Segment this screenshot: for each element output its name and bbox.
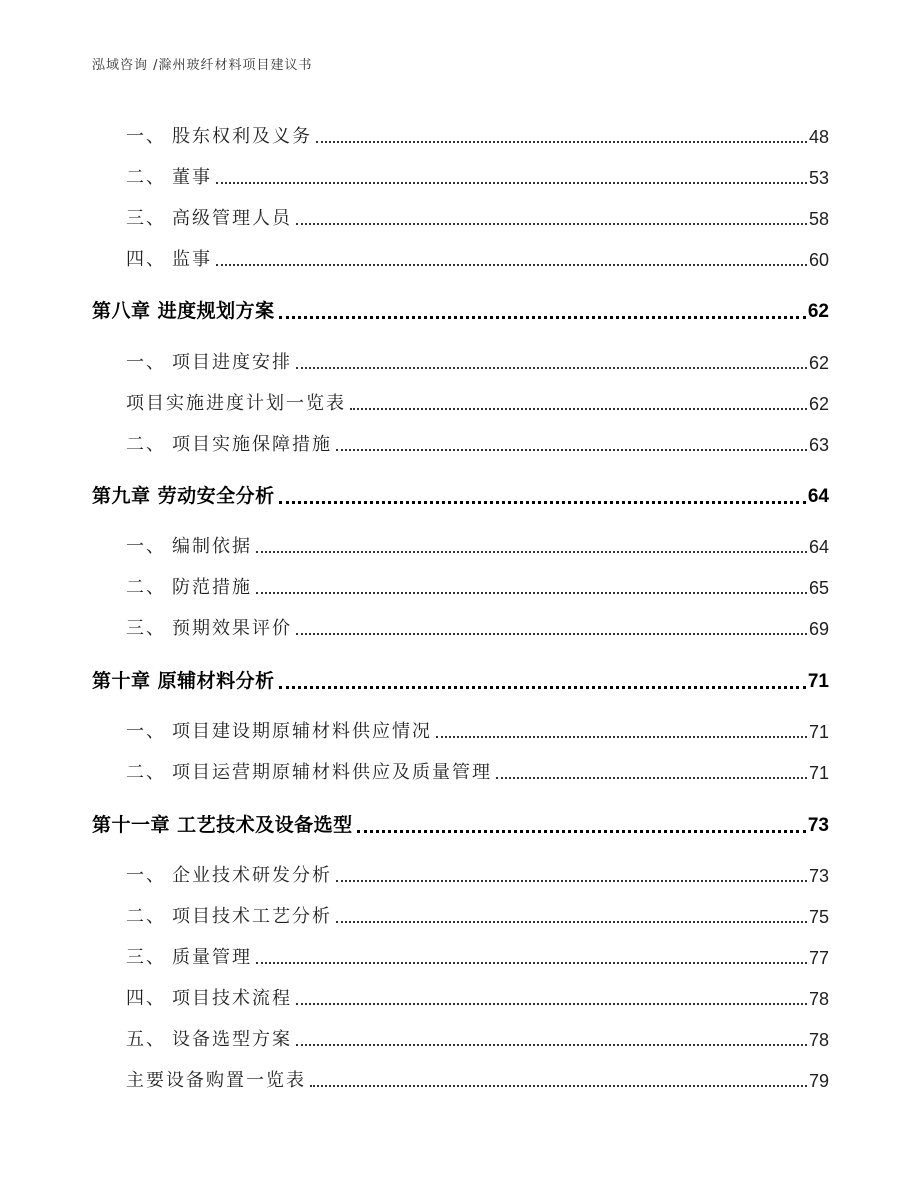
toc-entry-page: 73 <box>808 866 829 886</box>
toc-entry-number: 一、 <box>126 352 166 373</box>
toc-entry-title: 项目进度安排 <box>172 352 292 373</box>
dot-leader <box>279 316 806 319</box>
toc-entry-title: 股东权利及义务 <box>172 126 312 147</box>
toc-entry-number: 三、 <box>126 618 166 639</box>
toc-entry-title: 编制依据 <box>172 536 252 557</box>
dot-leader <box>336 449 807 451</box>
toc-chapter-entry[interactable] <box>92 810 829 837</box>
toc-entry-page: 78 <box>808 989 829 1009</box>
toc-entry[interactable] <box>126 758 829 784</box>
header-divider <box>92 82 828 83</box>
toc-chapter-entry[interactable] <box>92 481 829 508</box>
toc-entry-page: 58 <box>808 209 829 229</box>
dot-leader <box>496 777 807 779</box>
dot-leader <box>296 223 807 225</box>
toc-entry-number: 二、 <box>126 762 166 783</box>
toc-entry[interactable] <box>126 532 829 558</box>
toc-entry-page: 62 <box>808 394 829 414</box>
toc-entry-title: 项目运营期原辅材料供应及质量管理 <box>172 762 492 783</box>
toc-entry[interactable] <box>126 389 829 415</box>
toc-entry-page: 79 <box>808 1071 829 1091</box>
toc-entry[interactable] <box>126 204 829 230</box>
dot-leader <box>216 182 807 184</box>
toc-entry-title: 董事 <box>172 167 212 188</box>
dot-leader <box>336 921 807 923</box>
toc-chapter-entry[interactable] <box>92 666 829 693</box>
toc-entry[interactable] <box>126 902 829 928</box>
toc-chapter-title: 第九章 劳动安全分析 <box>92 485 275 507</box>
dot-leader <box>216 264 807 266</box>
toc-entry-page: 78 <box>808 1030 829 1050</box>
toc-entry-page: 48 <box>808 127 829 147</box>
toc-entry[interactable] <box>126 984 829 1010</box>
toc-entry-number: 三、 <box>126 947 166 968</box>
toc-entry-number: 二、 <box>126 906 166 927</box>
toc-entry-title: 高级管理人员 <box>172 208 292 229</box>
toc-entry-number: 二、 <box>126 434 166 455</box>
dot-leader <box>350 408 807 410</box>
toc-entry-number: 一、 <box>126 536 166 557</box>
dot-leader <box>310 1085 807 1087</box>
toc-entry-page: 60 <box>808 250 829 270</box>
toc-entry[interactable] <box>126 1066 829 1092</box>
dot-leader <box>296 633 807 635</box>
toc-entry-number: 三、 <box>126 208 166 229</box>
toc-chapter-page: 62 <box>807 301 829 322</box>
page-header: 泓域咨询 /滁州玻纤材料项目建议书 <box>92 58 313 73</box>
toc-chapter-title: 第十章 原辅材料分析 <box>92 670 275 692</box>
toc-entry-title: 项目技术工艺分析 <box>172 906 332 927</box>
dot-leader <box>296 1044 807 1046</box>
dot-leader <box>279 501 806 504</box>
toc-entry-page: 62 <box>808 353 829 373</box>
toc-entry[interactable] <box>126 1025 829 1051</box>
toc-entry-number: 四、 <box>126 249 166 270</box>
toc-entry-title: 质量管理 <box>172 947 252 968</box>
dot-leader <box>296 1003 807 1005</box>
toc-entry-number: 二、 <box>126 577 166 598</box>
toc-chapter-entry[interactable] <box>92 296 829 323</box>
toc-entry-number: 二、 <box>126 167 166 188</box>
toc-entry-page: 69 <box>808 619 829 639</box>
toc-entry[interactable] <box>126 122 829 148</box>
toc-chapter-page: 64 <box>807 486 829 507</box>
toc-entry-title: 防范措施 <box>172 577 252 598</box>
dot-leader <box>316 141 807 143</box>
toc-entry[interactable] <box>126 717 829 743</box>
toc-entry[interactable] <box>126 163 829 189</box>
toc-entry-number: 一、 <box>126 721 166 742</box>
toc-entry-title: 设备选型方案 <box>172 1029 292 1050</box>
toc-entry[interactable] <box>126 348 829 374</box>
toc-entry[interactable] <box>126 614 829 640</box>
toc-chapter-page: 71 <box>807 671 829 692</box>
toc-entry-number: 四、 <box>126 988 166 1009</box>
toc-chapter-title: 第十一章 工艺技术及设备选型 <box>92 814 353 836</box>
toc-entry-title: 项目技术流程 <box>172 988 292 1009</box>
toc-entry-title: 项目实施保障措施 <box>172 434 332 455</box>
toc-entry-title: 企业技术研发分析 <box>172 865 332 886</box>
toc-entry-page: 71 <box>808 722 829 742</box>
toc-entry-page: 77 <box>808 948 829 968</box>
toc-chapter-page: 73 <box>807 815 829 836</box>
toc-entry[interactable] <box>126 430 829 456</box>
toc-entry-page: 75 <box>808 907 829 927</box>
toc-chapter-title: 第八章 进度规划方案 <box>92 300 275 322</box>
toc-entry-title: 项目实施进度计划一览表 <box>126 393 346 414</box>
toc-entry-title: 项目建设期原辅材料供应情况 <box>172 721 432 742</box>
toc-entry[interactable] <box>126 861 829 887</box>
toc-entry-page: 65 <box>808 578 829 598</box>
dot-leader <box>336 880 807 882</box>
toc-entry-number: 五、 <box>126 1029 166 1050</box>
toc-entry[interactable] <box>126 943 829 969</box>
toc-entry-page: 64 <box>808 537 829 557</box>
toc-entry-title: 预期效果评价 <box>172 618 292 639</box>
toc-entry-title: 监事 <box>172 249 212 270</box>
dot-leader <box>436 736 807 738</box>
dot-leader <box>256 962 807 964</box>
dot-leader <box>256 592 807 594</box>
toc-entry-page: 53 <box>808 168 829 188</box>
toc-entry[interactable] <box>126 573 829 599</box>
toc-entry-page: 63 <box>808 435 829 455</box>
toc-entry-number: 一、 <box>126 865 166 886</box>
toc-entry-page: 71 <box>808 763 829 783</box>
toc-entry[interactable] <box>126 245 829 271</box>
dot-leader <box>296 367 807 369</box>
dot-leader <box>279 686 806 689</box>
toc-entry-title: 主要设备购置一览表 <box>126 1070 306 1091</box>
dot-leader <box>357 830 806 833</box>
toc-entry-number: 一、 <box>126 126 166 147</box>
dot-leader <box>256 551 807 553</box>
